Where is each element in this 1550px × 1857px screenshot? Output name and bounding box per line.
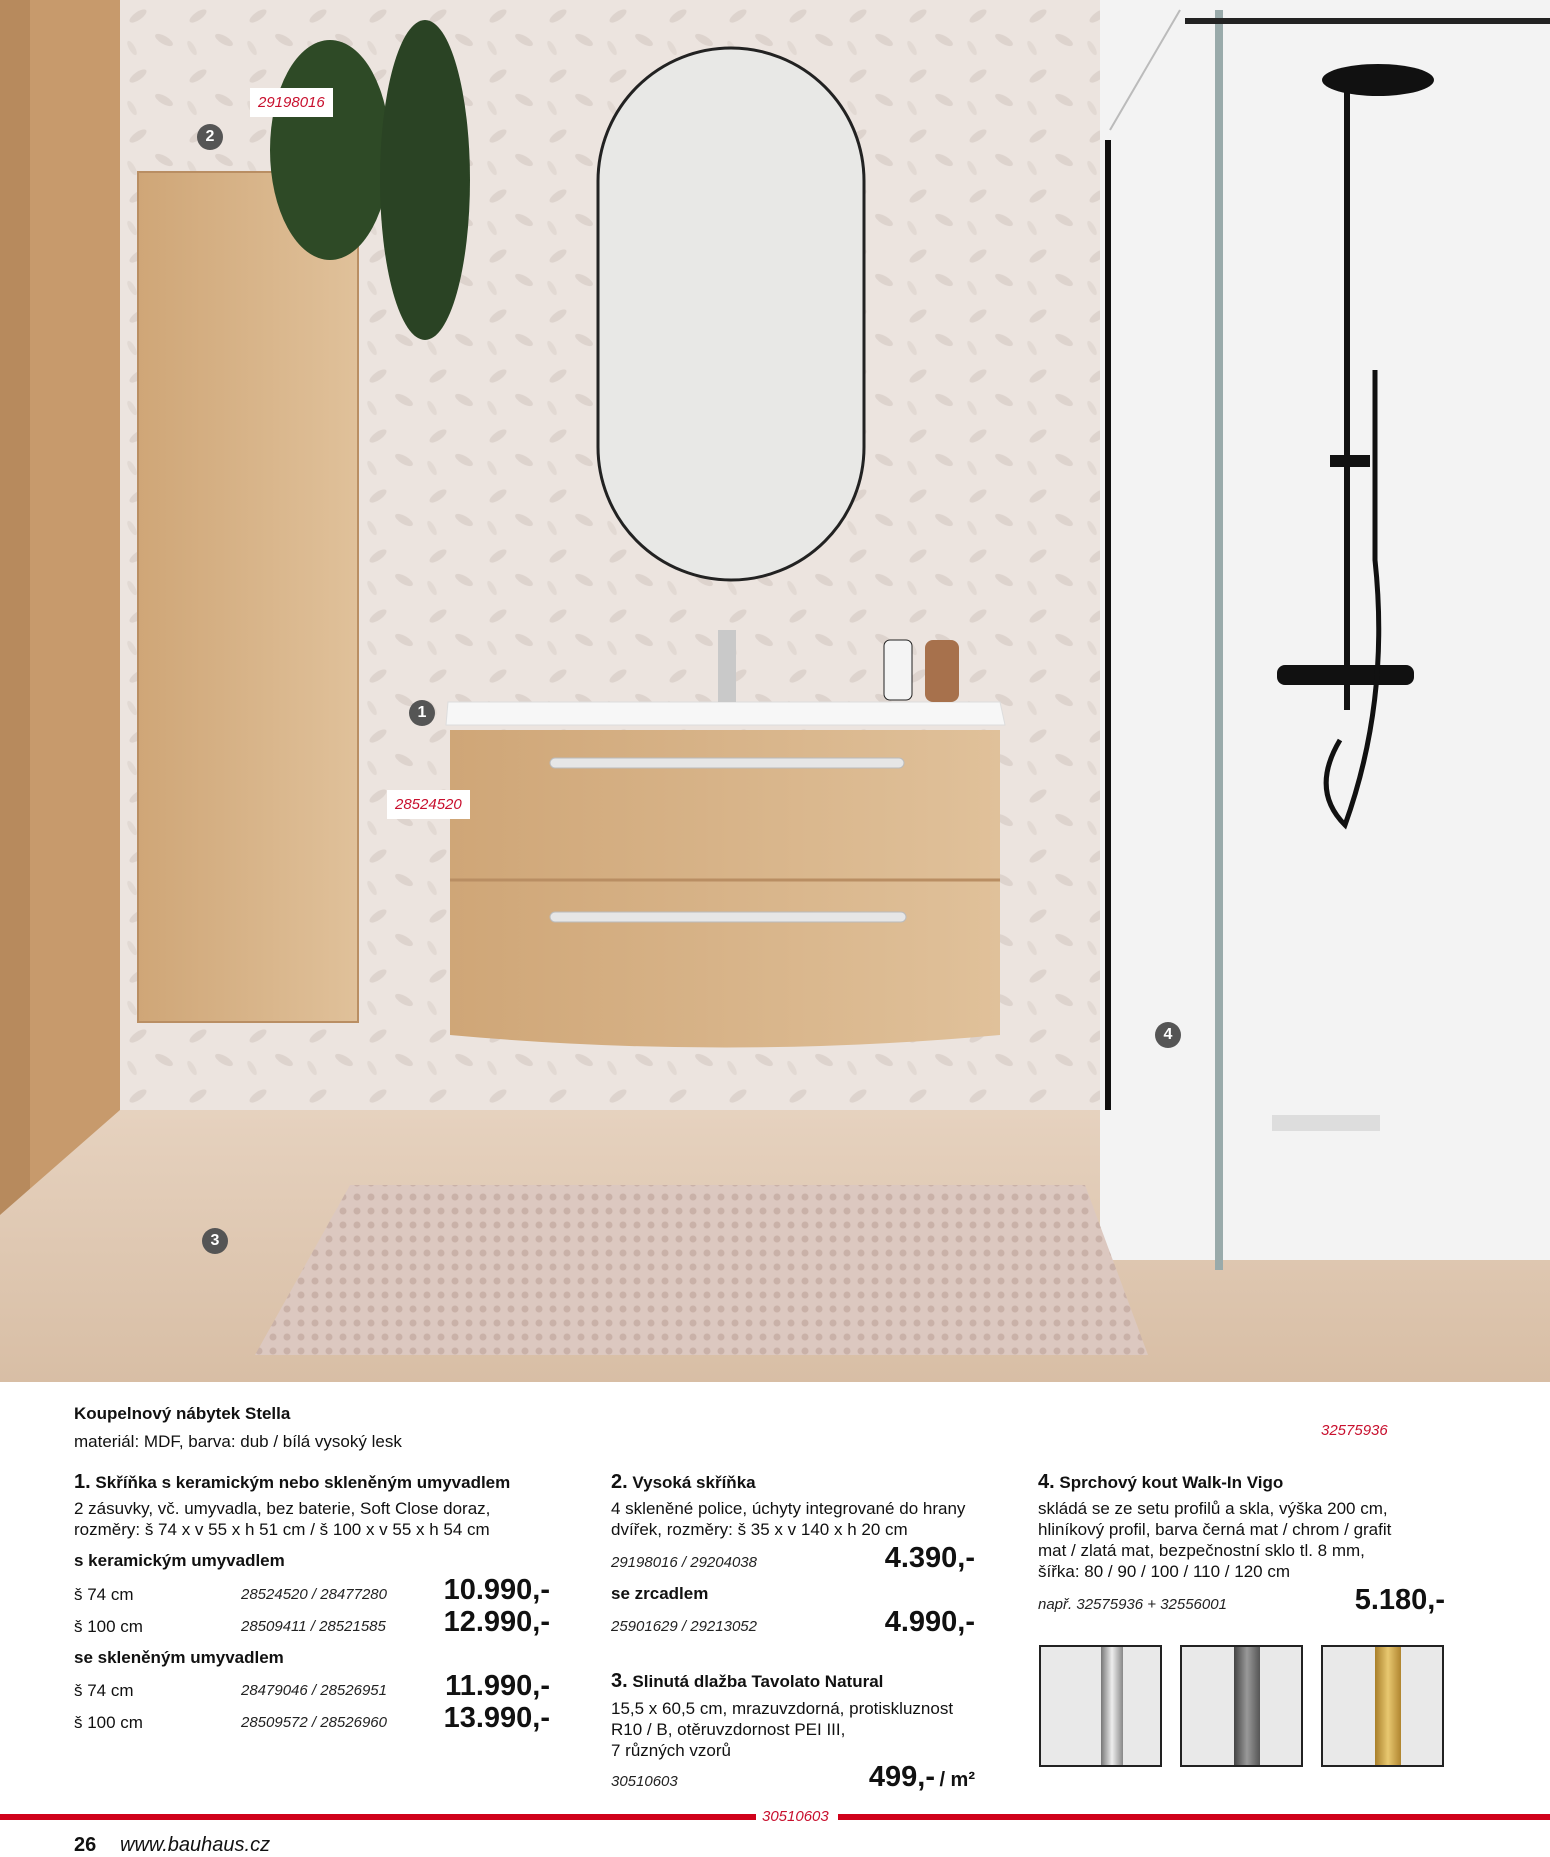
item3-price: 499,- [868,1761,935,1793]
item3-sku: 30510603 [611,1773,678,1790]
item4-desc-3: mat / zlatá mat, bezpečnostní sklo tl. 8 mm, [1038,1541,1365,1560]
item2-sku: 29198016 / 29204038 [611,1554,757,1571]
item1-group-ceramic: s keramickým umyvadlem [74,1551,285,1570]
item2-number: 2. [611,1471,628,1493]
tag-shower: 32575936 [1321,1422,1388,1439]
item1-row-size: š 74 cm [74,1681,134,1700]
item3-title: Slinutá dlažba Tavolato Natural [632,1672,884,1691]
swatch-gold [1321,1645,1444,1767]
intro-title: Koupelnový nábytek Stella [74,1404,291,1423]
item1-header [74,1471,510,1494]
item1-row-sku: 28509411 / 28521585 [241,1618,386,1635]
item3-price-group [869,1761,975,1794]
item2-desc-1: 4 skleněné police, úchyty integrované do hrany [611,1499,966,1518]
footer-line-left [0,1814,756,1820]
item2-header [611,1471,756,1494]
item4-title: Sprchový kout Walk-In Vigo [1059,1473,1284,1492]
item1-row-price: 11.990,- [445,1670,550,1702]
tag-vanity: 28524520 [387,790,470,819]
item4-header [1038,1471,1283,1494]
item4-desc-4: šířka: 80 / 90 / 100 / 110 / 120 cm [1038,1562,1290,1581]
item1-row-price: 13.990,- [443,1702,550,1734]
item3-header [611,1670,883,1693]
footer-line-right [838,1814,1550,1820]
item1-row-sku: 28524520 / 28477280 [241,1586,387,1603]
item1-row-size: š 100 cm [74,1713,143,1732]
item2-mirror-label: se zrcadlem [611,1584,709,1603]
item1-desc-1: 2 zásuvky, vč. umyvadla, bez baterie, Soft Close doraz, [74,1499,491,1518]
item2-price: 4.390,- [884,1542,975,1574]
item4-desc-1: skládá se ze setu profilů a skla, výška 200 cm, [1038,1499,1388,1518]
intro-subtitle: materiál: MDF, barva: dub / bílá vysoký lesk [74,1432,402,1451]
item1-title: Skříňka s keramickým nebo skleněným umyvadlem [95,1473,511,1492]
marker-3: 3 [202,1228,228,1254]
item1-row-price: 10.990,- [443,1574,550,1606]
tag-floor: 30510603 [762,1808,829,1825]
swatch-graphite [1180,1645,1303,1767]
item2-mirror-price: 4.990,- [884,1606,975,1638]
marker-1: 1 [409,700,435,726]
item4-desc-2: hliníkový profil, barva černá mat / chrom / grafit [1038,1520,1392,1539]
tag-cabinet: 29198016 [250,88,333,117]
item4-price: 5.180,- [1354,1584,1445,1616]
item1-row-size: š 74 cm [74,1585,134,1604]
item1-desc-2: rozměry: š 74 x v 55 x h 51 cm / š 100 x v 55 x h 54 cm [74,1520,490,1539]
marker-2: 2 [197,124,223,150]
item1-row-size: š 100 cm [74,1617,143,1636]
swatch-chrome [1039,1645,1162,1767]
item1-row-sku: 28509572 / 28526960 [241,1714,387,1731]
item2-desc-2: dvířek, rozměry: š 35 x v 140 x h 20 cm [611,1520,908,1539]
item4-sku: např. 32575936 + 32556001 [1038,1596,1227,1613]
item2-mirror-sku: 25901629 / 29213052 [611,1618,757,1635]
item3-number: 3. [611,1670,628,1692]
item1-row-sku: 28479046 / 28526951 [241,1682,387,1699]
marker-4: 4 [1155,1022,1181,1048]
page-number: 26 [74,1834,97,1856]
item3-unit: / m² [939,1769,975,1791]
footer-url[interactable]: www.bauhaus.cz [120,1834,271,1856]
item3-desc-2: R10 / B, otěruvzdornost PEI III, [611,1720,846,1739]
item2-title: Vysoká skříňka [632,1473,756,1492]
item3-desc-1: 15,5 x 60,5 cm, mrazuvzdorná, protiskluznost [611,1699,954,1718]
item1-number: 1. [74,1471,91,1493]
item1-row-price: 12.990,- [443,1606,550,1638]
item4-number: 4. [1038,1471,1055,1493]
item1-group-glass: se skleněným umyvadlem [74,1648,284,1667]
item3-desc-3: 7 různých vzorů [611,1741,731,1760]
